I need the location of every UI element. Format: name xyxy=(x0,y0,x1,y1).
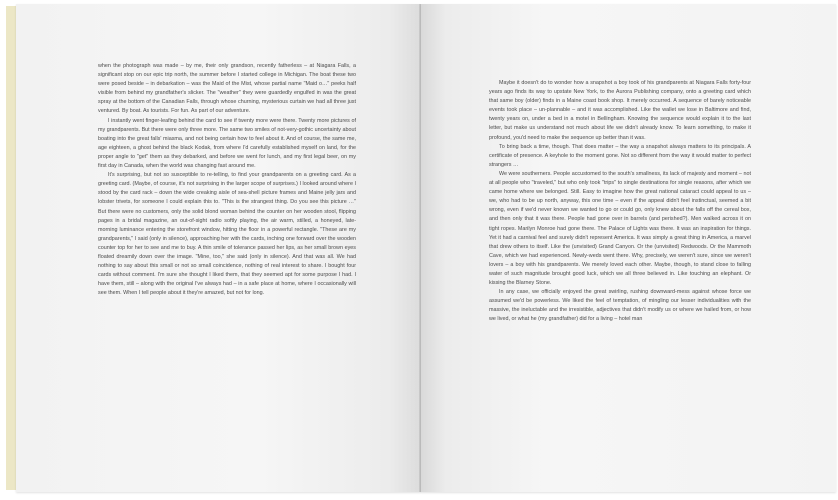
right-page xyxy=(421,4,836,492)
left-paragraph-3: It's surprising, but not so susceptible to re-telling, to find your grandparents on a greeting card. As a greeting card. (Maybe, of course, it's not surprising in the larger scope of surprises.) I looked around where I stood by the card rack – down the wide creaking aisle of sea-shell picture frames and Maine jelly jars and lobster trivets, for someone I could explain this to. "This is the strangest thing. Do you see this picture …" But there were no customers, only the solid blond woman behind the counter on her wooden stool, flipping pages in a bridal magazine, an out-of-sight radio softly playing, the air warm, stilled, a honeyed, late-morning luminance entering the storefront window, hitting the floor in a powerful rectangle. "These are my grandparents," I said (only in silence), approaching her with the cards, inching one forward over the wooden counter top for her to see and me to buy. A thin smile of tolerance passed her lips, as her small brown eyes floated dreamily down over the image. "Mine, too," she said (only in silence). And that was all. We had nothing to say about this small or not so small coincidence, nothing of real interest to share. I bought four cards without comment. I'm sure she thought I liked them, that they seemed apt for some purpose I had. I have them, still – along with the original I've always had – in a safe place at home, where I occasionally will see them. When I tell people about it they're amazed, but not for long. xyxy=(98,172,356,297)
right-paragraph-1: Maybe it doesn't do to wonder how a snapshot a boy took of his grandparents at Niagara Falls forty-four years ago finds its way to upstate New York, to the Aurora Publishing company, onto a greeting card which that same boy (older) finds in a Maine coast book shop. It merely occurred. A sequence of barely noticeable events took place – un-plannable – and it was accomplished. Like the wallet we lose in Baltimore and find, twenty years on, under a bed in a motel in Bellingham. Knowing the sequence would explain it to the last letter, but make us understand not much about life we didn't already know. To learn something, to make it profound, you'd need to make the sequence up better than it was. xyxy=(489,80,751,141)
right-page-text xyxy=(489,79,751,325)
open-book xyxy=(6,4,836,492)
left-paragraph-1: when the photograph was made – by me, their only grandson, recently fatherless – at Niagara Falls, a significant stop on our epic trip north, the summer before I started college in Michigan. The boat these two were posed beside – in debarkation – was the Maid of the Mist, whose partial name "Maid o…" peeks half visible from behind my grandfather's slicker. The "weather" they were guardedly engulfed in was the great spray at the bottom of the Canadian Falls, through whose churning, mysterious curtain we had all three just ventured. By boat. As tourists. For fun. As part of our adventure. xyxy=(98,63,356,115)
left-page xyxy=(16,4,421,492)
left-paragraph-2: I instantly went finger-leafing behind the card to see if twenty more were there. Twenty more pictures of my grandparents. But there were only three more. The same two smiles of not-very-gothic uncertainty about boating into the great falls' miasma, and not being certain how to feel about it. And of course, the same me, age eighteen, a ghost behind the black Kodak, from where I'd carefully established myself on land, for the proper angle to "get" them as they debarked, and before we went for lunch, and my first legal beer, on my first day in Canada, when the world was changing fast around me. xyxy=(98,117,356,170)
right-paragraph-4: In any case, we officially enjoyed the great swirling, rushing downward-mess against whose force we assumed we'd be powerless. We liked the feel of temptation, of mingling our lesser individualities with the massive, the ineluctable and the irresistible, adjectives that didn't modify us or where we hailed from, or how we lived, or what he (my grandfather) did for a living – hotel man xyxy=(489,289,751,323)
left-page-text xyxy=(98,62,356,298)
right-paragraph-2: To bring back a time, though. That does matter – the way a snapshot always matters to its principals. A certificate of presence. A keyhole to the moment gone. Not so different from the way it would matter to perfect strangers … xyxy=(489,143,751,168)
right-paragraph-3: We were southerners. People accustomed to the south's smallness, its lack of majesty and moment – not at all people who "traveled," but who only took "trips" to single destinations for single reasons, after which we came home where we belonged. Still. Easy to imagine how the great national cataract could appeal to us – we, who had to be up north, anyway, this one time – even if the appeal didn't feel instinctual, seemed a bit wrong, even if we'd never known we wanted to go or could go, only knew about the falls off the cereal box, and then only that it was there. People had gone over in barrels (and perished?). Men walked across it on tight ropes. Marilyn Monroe had gone there. The Palace of Lights was there. It was an inspiration for things. Yet it had a carnival feel and surely didn't represent America. It was simply a great thing in America, a marvel that drew others to itself. Like the (unvisited) Grand Canyon. Or the (unvisited) Redwoods. Or the Mammoth Cave, which we had experienced. Newly-weds went there. Why, precisely, we weren't sure, since we weren't lovers – a boy with his grandparents. We merely loved each other. Maybe, though, to stand close to falling water of such magnitude brought good luck, which we all three believed in. Like touching an elephant. Or kissing the Blarney Stone. xyxy=(489,170,751,287)
